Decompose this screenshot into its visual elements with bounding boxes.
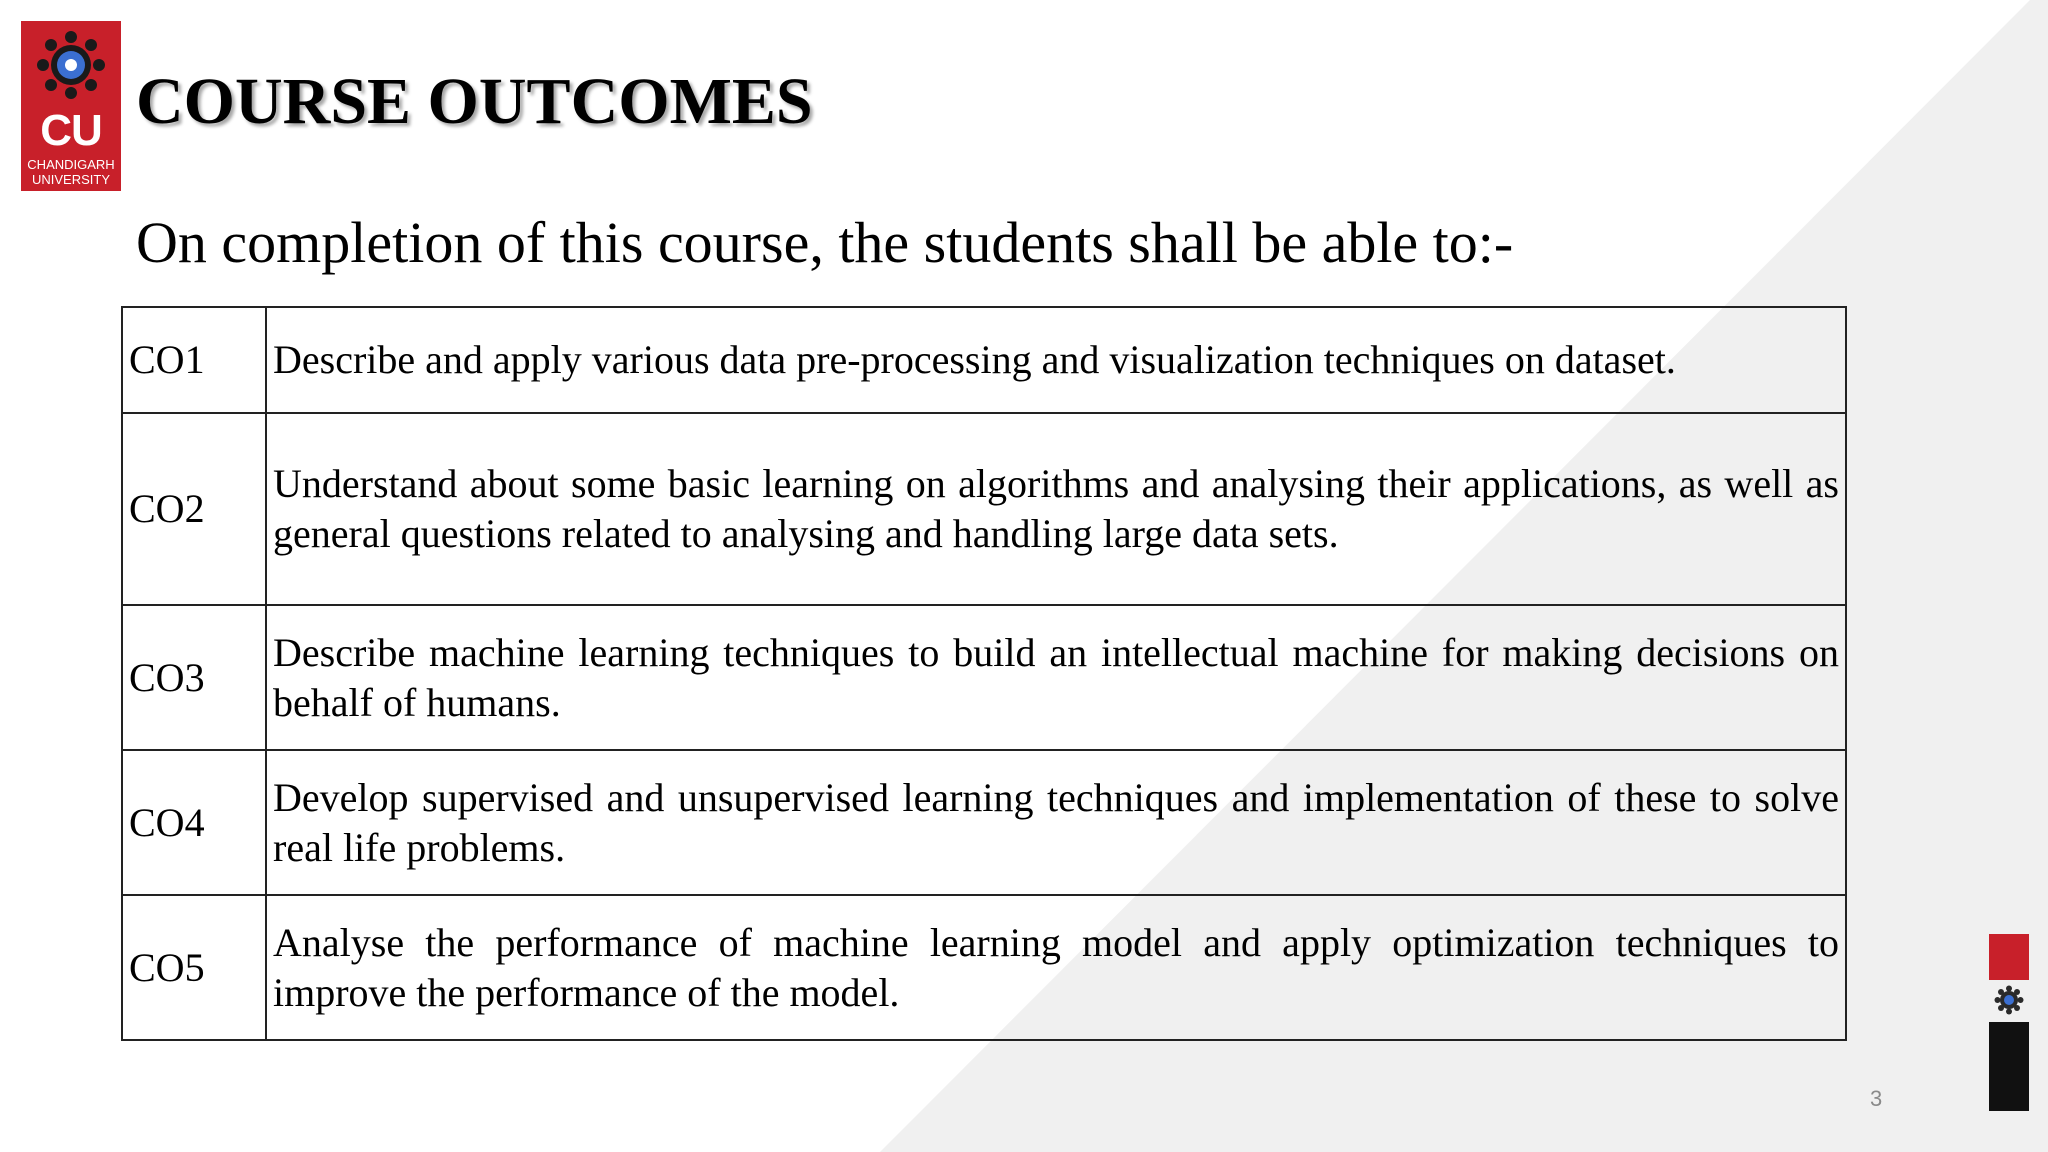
university-logo (21, 21, 121, 191)
table-row (122, 307, 1846, 413)
outcome-description: Describe and apply various data pre-processing and visualization techniques on dataset. (266, 307, 1846, 413)
outcome-code: CO5 (122, 895, 266, 1040)
table-row (122, 895, 1846, 1040)
outcome-code: CO2 (122, 413, 266, 605)
logo-initials: CU (40, 106, 102, 155)
outcome-code: CO1 (122, 307, 266, 413)
table-row (122, 413, 1846, 605)
outcome-description: Describe machine learning techniques to build an intellectual machine for making decisions on behalf of humans. (266, 605, 1846, 750)
table-row (122, 605, 1846, 750)
side-gear-icon (1994, 985, 2024, 1015)
side-accent-red (1989, 934, 2029, 980)
slide-subtitle: On completion of this course, the students shall be able to:- (136, 210, 1514, 275)
outcome-code: CO4 (122, 750, 266, 895)
logo-emblem-icon (35, 29, 107, 101)
outcome-code: CO3 (122, 605, 266, 750)
outcome-description: Analyse the performance of machine learning model and apply optimization techniques to improve the performance of the model. (266, 895, 1846, 1040)
table-row (122, 750, 1846, 895)
side-accent-black (1989, 1022, 2029, 1111)
outcome-description: Develop supervised and unsupervised learning techniques and implementation of these to solve real life problems. (266, 750, 1846, 895)
outcome-description: Understand about some basic learning on algorithms and analysing their applications, as well as general questions related to analysing and handling large data sets. (266, 413, 1846, 605)
slide-title: COURSE OUTCOMES (136, 65, 813, 138)
course-outcomes-table (121, 306, 1847, 1041)
page-number: 3 (1870, 1086, 1883, 1111)
logo-university-name: CHANDIGARH UNIVERSITY (27, 157, 115, 187)
